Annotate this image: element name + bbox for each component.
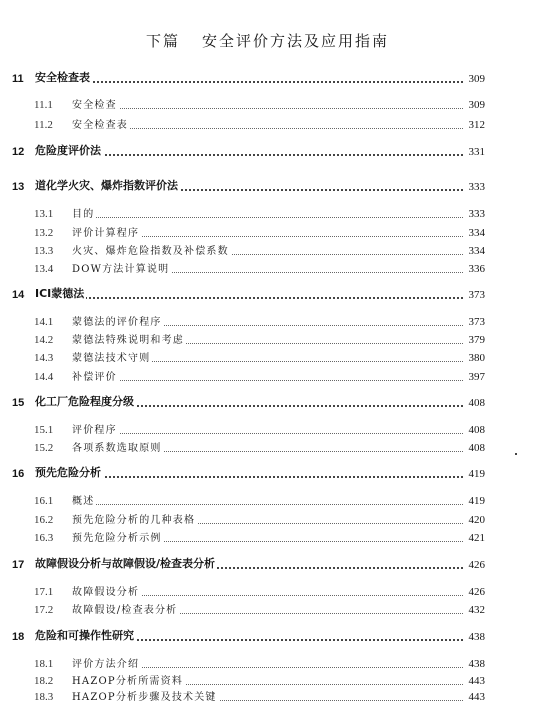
section-title: 故障假设分析: [72, 583, 141, 598]
section-number: 17.2: [34, 604, 54, 616]
toc-chapter-17[interactable]: [0, 556, 535, 572]
toc-section-15-2[interactable]: [0, 439, 535, 455]
page-number: 432: [466, 604, 486, 616]
part-label: 下篇: [145, 32, 180, 50]
toc-section-11-1[interactable]: [0, 96, 535, 112]
toc-section-14-4[interactable]: [0, 368, 535, 384]
page-number: 336: [466, 263, 486, 275]
dot-leader: [80, 128, 463, 129]
part-title: 安全评价方法及应用指南: [202, 32, 390, 50]
section-number: 14.2: [34, 334, 54, 346]
section-number: 15.1: [34, 424, 54, 436]
page-number: 333: [466, 208, 486, 220]
dot-leader: [80, 433, 463, 434]
dot-leader: [40, 154, 463, 156]
page-number: 373: [466, 316, 486, 328]
page-number: 333: [466, 181, 486, 193]
toc-chapter-13[interactable]: [0, 178, 535, 194]
toc-section-13-2[interactable]: [0, 224, 535, 240]
section-title: 评价程序: [72, 421, 119, 436]
page-number: 438: [466, 658, 486, 670]
page-number: 397: [466, 371, 486, 383]
chapter-title: 道化学火灾、爆炸指数评价法: [35, 179, 178, 192]
section-title: HAZOP分析步骤及技术关键: [72, 688, 219, 703]
chapter-number: 15: [12, 397, 25, 409]
section-title: 安全检查: [72, 96, 119, 111]
chapter-number: 11: [12, 73, 24, 85]
toc-section-18-1[interactable]: [0, 655, 535, 671]
toc-chapter-12[interactable]: [0, 143, 535, 159]
page-number: 408: [466, 442, 486, 454]
chapter-number: 13: [12, 181, 25, 193]
section-number: 13.3: [34, 245, 54, 257]
page-number: 334: [466, 245, 486, 257]
dot-leader: [40, 81, 463, 83]
page-number: 420: [466, 514, 486, 526]
toc-section-15-1[interactable]: [0, 421, 535, 437]
page-number: 380: [466, 352, 486, 364]
toc-section-16-3[interactable]: [0, 529, 535, 545]
page-number: 373: [466, 289, 486, 301]
page-number: 331: [466, 146, 486, 158]
page-title: [0, 30, 535, 51]
chapter-title: 预先危险分析: [35, 466, 101, 479]
chapter-number: 18: [12, 631, 25, 643]
toc-section-13-3[interactable]: [0, 242, 535, 258]
toc-section-18-3[interactable]: [0, 688, 535, 704]
section-number: 16.2: [34, 514, 54, 526]
toc-section-13-1[interactable]: [0, 205, 535, 221]
dot-leader: [80, 504, 463, 505]
page-number: 312: [466, 119, 486, 131]
dot-leader: [80, 108, 463, 109]
section-number: 16.3: [34, 532, 54, 544]
section-title: 补偿评价: [72, 368, 119, 383]
page-number: 309: [466, 99, 486, 111]
section-number: 11.1: [34, 99, 53, 111]
section-title: 概述: [72, 492, 96, 507]
page-number: 438: [466, 631, 486, 643]
section-title: DOW方法计算说明: [72, 260, 171, 275]
chapter-title: ICI蒙德法: [35, 287, 85, 300]
dot-leader: [80, 380, 463, 381]
scan-speck: [515, 453, 517, 455]
toc-section-13-4[interactable]: [0, 260, 535, 276]
section-title: 故障假设/检查表分析: [72, 601, 179, 616]
page-number: 379: [466, 334, 486, 346]
toc-section-14-2[interactable]: [0, 331, 535, 347]
section-title: 蒙德法特殊说明和考虑: [72, 331, 186, 346]
section-number: 15.2: [34, 442, 54, 454]
toc-chapter-11[interactable]: [0, 70, 535, 86]
toc-section-17-2[interactable]: [0, 601, 535, 617]
section-number: 16.1: [34, 495, 54, 507]
toc-chapter-15[interactable]: [0, 394, 535, 410]
section-number: 17.1: [34, 586, 54, 598]
chapter-title: 安全检查表: [35, 71, 90, 84]
page-number: 408: [466, 397, 486, 409]
section-title: 蒙德法技术守则: [72, 349, 152, 364]
chapter-number: 12: [12, 146, 25, 158]
section-number: 18.3: [34, 691, 54, 703]
section-title: 蒙德法的评价程序: [72, 313, 164, 328]
page-number: 443: [466, 675, 486, 687]
section-title: 预先危险分析的几种表格: [72, 511, 197, 526]
section-number: 18.2: [34, 675, 54, 687]
dot-leader: [40, 476, 463, 478]
toc-section-18-2[interactable]: [0, 672, 535, 688]
section-title: 安全检查表: [72, 116, 130, 131]
page-number: 334: [466, 227, 486, 239]
page-number: 426: [466, 586, 486, 598]
section-number: 13.4: [34, 263, 54, 275]
section-title: 目的: [72, 205, 96, 220]
section-title: 评价方法介绍: [72, 655, 141, 670]
toc-section-14-1[interactable]: [0, 313, 535, 329]
section-number: 14.1: [34, 316, 54, 328]
toc-section-16-2[interactable]: [0, 511, 535, 527]
toc-section-14-3[interactable]: [0, 349, 535, 365]
chapter-title: 化工厂危险程度分级: [35, 395, 134, 408]
chapter-number: 16: [12, 468, 25, 480]
section-title: 预先危险分析示例: [72, 529, 164, 544]
section-title: 火灾、爆炸危险指数及补偿系数: [72, 242, 231, 257]
section-number: 18.1: [34, 658, 54, 670]
toc-section-16-1[interactable]: [0, 492, 535, 508]
page-number: 408: [466, 424, 486, 436]
page-number: 419: [466, 495, 486, 507]
section-title: HAZOP分析所需资料: [72, 672, 185, 687]
toc-chapter-14[interactable]: [0, 286, 535, 302]
toc-chapter-16[interactable]: [0, 465, 535, 481]
toc-chapter-18[interactable]: [0, 628, 535, 644]
section-number: 14.3: [34, 352, 54, 364]
page-number: 426: [466, 559, 486, 571]
chapter-number: 14: [12, 289, 25, 301]
page-number: 443: [466, 691, 486, 703]
section-number: 14.4: [34, 371, 54, 383]
section-number: 13.1: [34, 208, 54, 220]
chapter-title: 故障假设分析与故障假设/检查表分析: [35, 557, 216, 570]
dot-leader: [80, 217, 463, 218]
toc-section-11-2[interactable]: [0, 116, 535, 132]
toc-section-17-1[interactable]: [0, 583, 535, 599]
section-title: 评价计算程序: [72, 224, 141, 239]
section-number: 11.2: [34, 119, 53, 131]
chapter-title: 危险度评价法: [35, 144, 101, 157]
page-number: 419: [466, 468, 486, 480]
section-title: 各项系数选取原则: [72, 439, 164, 454]
page-number: 421: [466, 532, 486, 544]
chapter-title: 危险和可操作性研究: [35, 629, 134, 642]
chapter-number: 17: [12, 559, 25, 571]
dot-leader: [40, 297, 463, 299]
page-number: 309: [466, 73, 486, 85]
section-number: 13.2: [34, 227, 54, 239]
